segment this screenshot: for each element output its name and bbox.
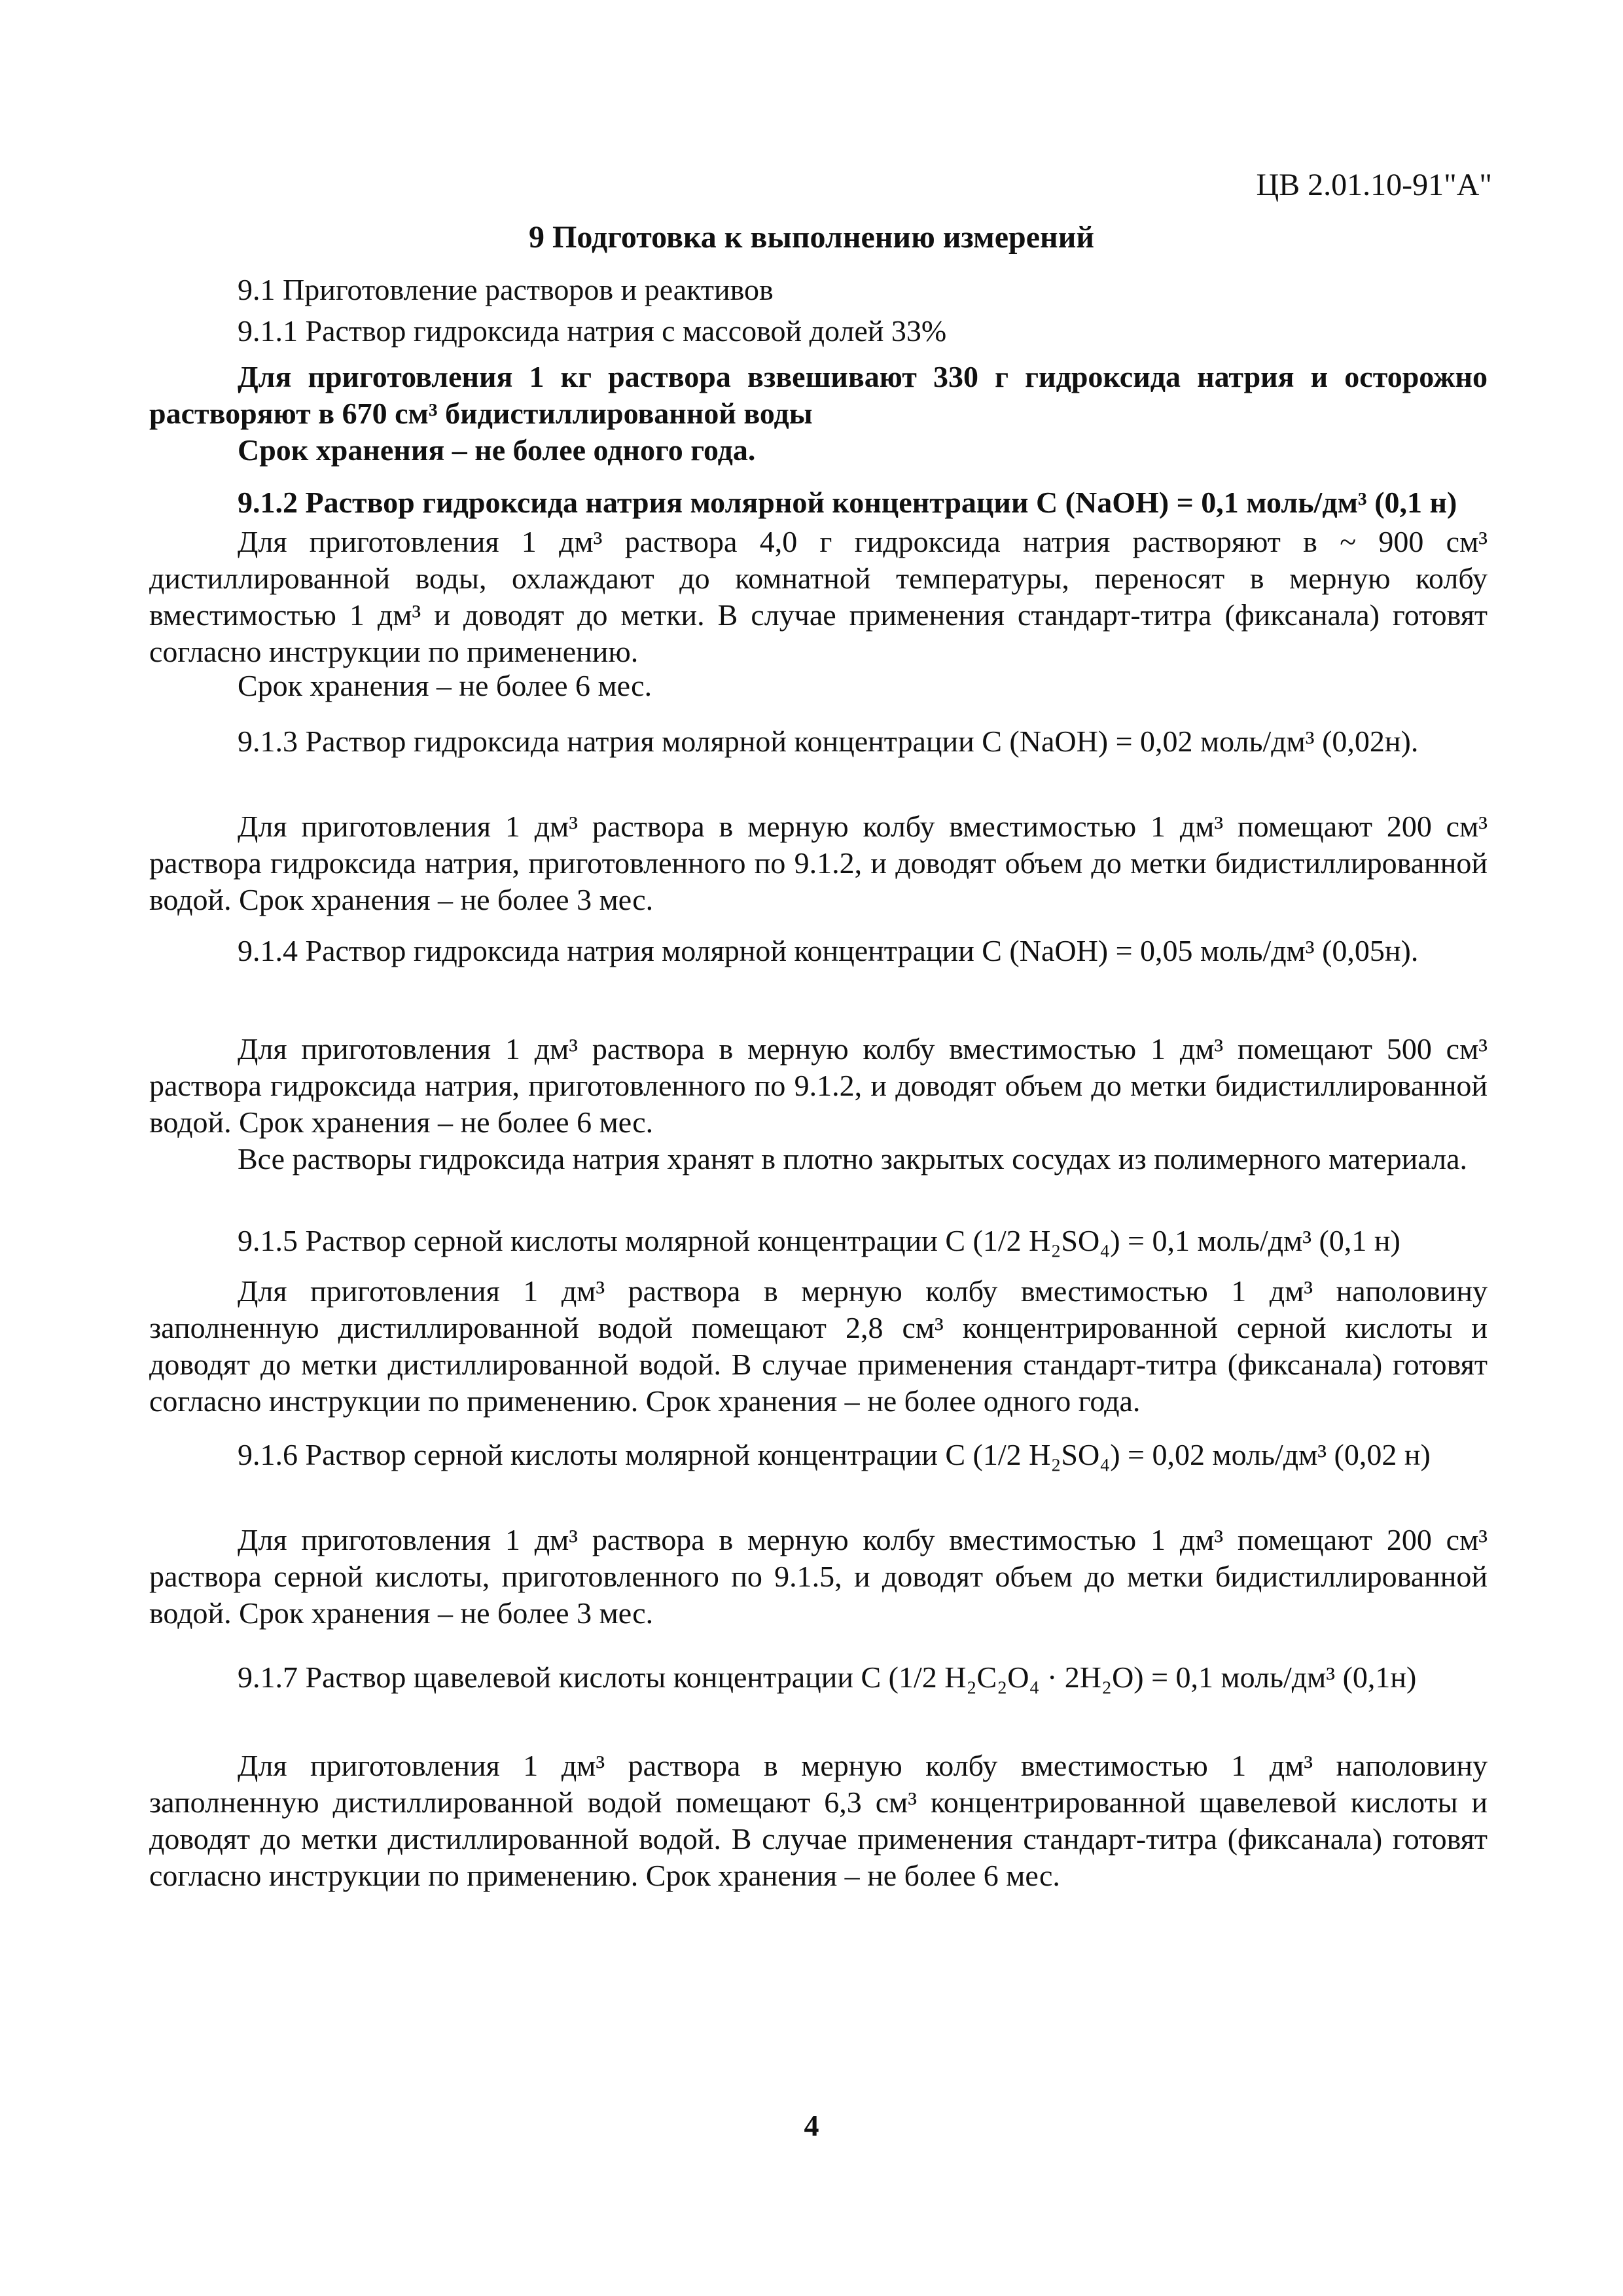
paragraph-9-1-1-text: Для приготовления 1 кг раствора взвешивают 330 г гидроксида натрия и осторожно растворяют в 670 см³ бидистиллированной воды	[149, 360, 1488, 430]
paragraph-9-1-2-storage: Срок хранения – не более 6 мес.	[238, 669, 652, 702]
paragraph-9-1-2: 9.1.2 Раствор гидроксида натрия молярной концентрации С (NaOH) = 0,1 моль/дм³ (0,1 н)	[238, 486, 1457, 519]
page-number: 4	[804, 2109, 819, 2142]
paragraph-9-1-3-text: Для приготовления 1 дм³ раствора в мерную колбу вместимостью 1 дм³ помещают 200 см³ раствора гидроксида натрия, приготовленного по 9.1.2, и доводят объем до метки бидистиллированной водой. Срок хранения – не более 3 мес.	[149, 810, 1488, 916]
paragraph-9-1-4-text: Для приготовления 1 дм³ раствора в мерную колбу вместимостью 1 дм³ помещают 500 см³ раствора гидроксида натрия, приготовленного по 9.1.2, и доводят объем до метки бидистиллированной водой. Срок хранения – не более 6 мес.	[149, 1032, 1488, 1139]
paragraph-9-1-5: 9.1.5 Раствор серной кислоты молярной концентрации С (1/2 H₂SO₄) = 0,1 моль/дм³ (0,1 н)	[238, 1224, 1400, 1257]
paragraph-9-1-3: 9.1.3 Раствор гидроксида натрия молярной концентрации С (NaOH) = 0,02 моль/дм³ (0,02н).	[238, 725, 1419, 758]
paragraph-9-1-7: 9.1.7 Раствор щавелевой кислоты концентрации С (1/2 H₂C₂O₄ · 2H₂O) = 0,1 моль/дм³ (0,1н)	[238, 1660, 1417, 1694]
paragraph-9-1-5-text: Для приготовления 1 дм³ раствора в мерную колбу вместимостью 1 дм³ наполовину заполненную дистиллированной водой помещают 2,8 см³ концентрированной серной кислоты и доводят до метки дистиллированной водой. В случае применения стандарт-титра (фиксанала) готовят согласно инструкции по применению. Срок хранения – не более одного года.	[149, 1274, 1488, 1418]
paragraph-9-1-4: 9.1.4 Раствор гидроксида натрия молярной концентрации С (NaOH) = 0,05 моль/дм³ (0,05н).	[238, 934, 1419, 967]
paragraph-9-1-1: 9.1.1 Раствор гидроксида натрия с массовой долей 33%	[238, 314, 947, 348]
paragraph-9-1-6: 9.1.6 Раствор серной кислоты молярной концентрации С (1/2 H₂SO₄) = 0,02 моль/дм³ (0,02 н)	[238, 1438, 1431, 1471]
paragraph-9-1-2-text: Для приготовления 1 дм³ раствора 4,0 г гидроксида натрия растворяют в ~ 900 см³ дистиллированной воды, охлаждают до комнатной температуры, переносят в мерную колбу вместимостью 1 дм³ и доводят до метки. В случае применения стандарт-титра (фиксанала) готовят согласно инструкции по применению.	[149, 525, 1488, 668]
section-title: 9 Подготовка к выполнению измерений	[529, 220, 1094, 255]
paragraph-9-1-6-text: Для приготовления 1 дм³ раствора в мерную колбу вместимостью 1 дм³ помещают 200 см³ раствора серной кислоты, приготовленного по 9.1.5, и доводят объем до метки бидистиллированной водой. Срок хранения – не более 3 мес.	[149, 1523, 1488, 1630]
paragraph-9-1-1-storage: Срок хранения – не более одного года.	[238, 433, 756, 467]
paragraph-9-1: 9.1 Приготовление растворов и реактивов	[238, 273, 774, 306]
paragraph-storage-note: Все растворы гидроксида натрия хранят в плотно закрытых сосудах из полимерного материала.	[238, 1142, 1467, 1175]
document-number: ЦВ 2.01.10-91"А"	[1256, 168, 1492, 202]
paragraph-9-1-7-text: Для приготовления 1 дм³ раствора в мерную колбу вместимостью 1 дм³ наполовину заполненную дистиллированной водой помещают 6,3 см³ концентрированной щавелевой кислоты и доводят до метки дистиллированной водой. В случае применения стандарт-титра (фиксанала) готовят согласно инструкции по применению. Срок хранения – не более 6 мес.	[149, 1749, 1488, 1892]
